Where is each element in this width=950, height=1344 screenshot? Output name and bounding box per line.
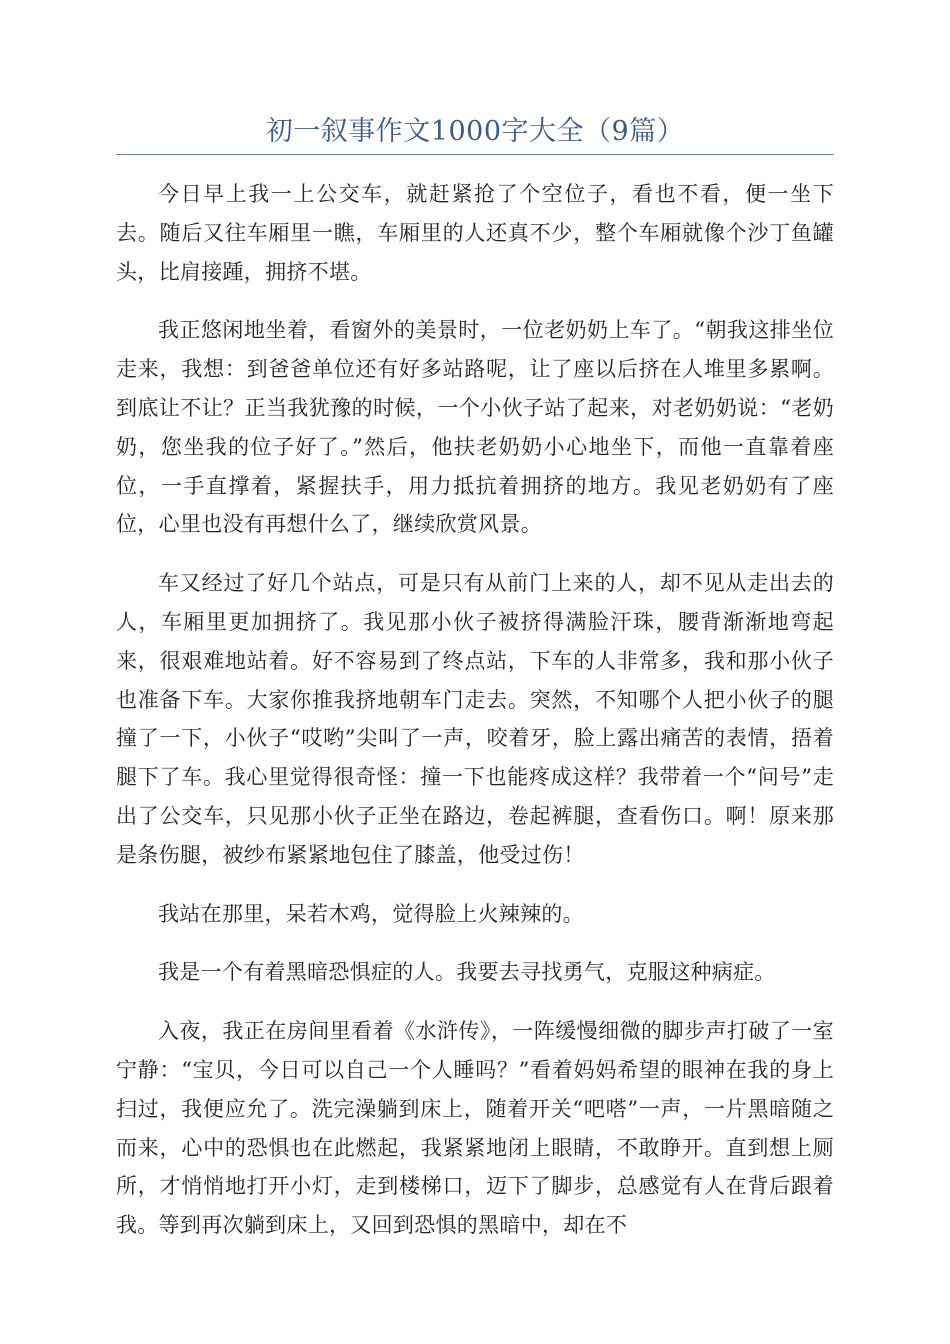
document-title: 初一叙事作文1000字大全（9篇） (265, 116, 685, 147)
paragraph-6: 入夜，我正在房间里看着《水浒传》，一阵缓慢细微的脚步声打破了一室宁静：“宝贝，今日可以自己一个人睡吗？”看着妈妈希望的眼神在我的身上扫过，我便应允了。洗完澡躺到床上，随着开关“吧嗒”一声，一片黑暗随之而来，心中的恐惧也在此燃起，我紧紧地闭上眼睛，不敢睁开。直到想上厕所，才悄悄地打开小灯，走到楼梯口，迈下了脚步，总感觉有人在背后跟着我。等到再次躺到床上，又回到恐惧的黑暗中，却在不 (116, 1019, 834, 1238)
paragraph-3: 车又经过了好几个站点，可是只有从前门上来的人，却不见从走出去的人，车厢里更加拥挤了。我见那小伙子被挤得满脸汗珠，腰背渐渐地弯起来，很艰难地站着。好不容易到了终点站，下车的人非常多，我和那小伙子也准备下车。大家你推我挤地朝车门走去。突然，不知哪个人把小伙子的腿撞了一下，小伙子“哎哟”尖叫了一声，咬着牙，脸上露出痛苦的表情，捂着腿下了车。我心里觉得很奇怪：撞一下也能疼成这样？我带着一个“问号”走出了公交车，只见那小伙子正坐在路边，卷起裤腿，查看伤口。啊！原来那是条伤腿，被纱布紧紧地包住了膝盖，他受过伤！ (116, 571, 834, 867)
title-underline (116, 154, 834, 155)
paragraph-4: 我站在那里，呆若木鸡，觉得脸上火辣辣的。 (158, 901, 584, 926)
paragraph-1: 今日早上我一上公交车，就赶紧抢了个空位子，看也不看，便一坐下去。随后又往车厢里一瞧，车厢里的人还真不少，整个车厢就像个沙丁鱼罐头，比肩接踵，拥挤不堪。 (116, 182, 834, 284)
paragraph-5: 我是一个有着黑暗恐惧症的人。我要去寻找勇气，克服这种病症。 (158, 960, 776, 985)
paragraph-2: 我正悠闲地坐着，看窗外的美景时，一位老奶奶上车了。“朝我这排坐位走来，我想：到爸爸单位还有好多站路呢，让了座以后挤在人堆里多累啊。到底让不让？正当我犹豫的时候，一个小伙子站了起来，对老奶奶说：“老奶奶，您坐我的位子好了。”然后，他扶老奶奶小心地坐下，而他一直靠着座位，一手直撑着，紧握扶手，用力抵抗着拥挤的地方。我见老奶奶有了座位，心里也没有再想什么了，继续欣赏风景。 (116, 318, 834, 537)
document-body (116, 175, 834, 1265)
